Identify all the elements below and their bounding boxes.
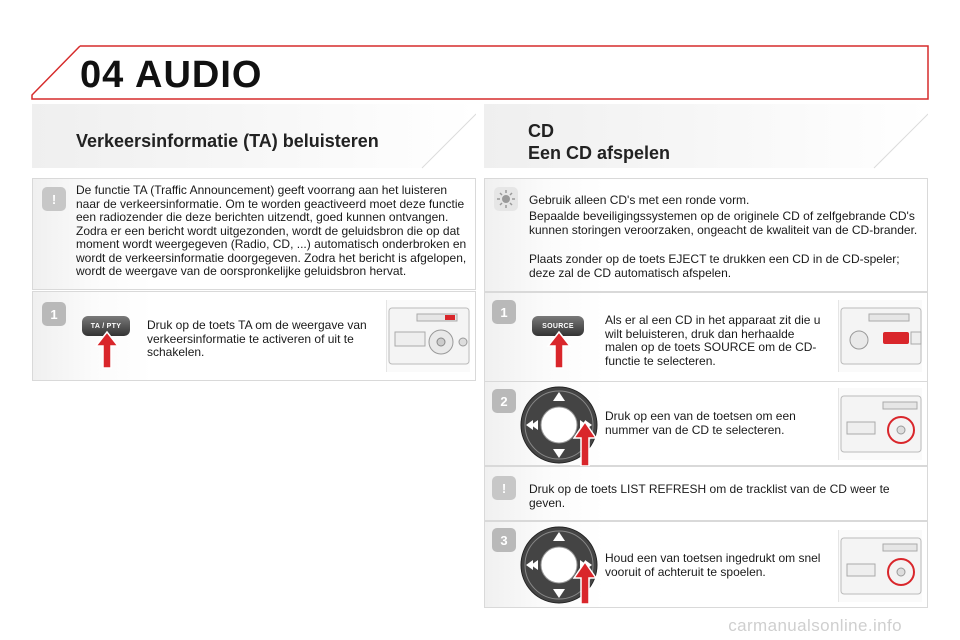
step-3-badge: 3 (492, 528, 516, 552)
radio-unit-icon (387, 300, 471, 372)
left-section-title: Verkeersinformatie (TA) beluisteren (76, 131, 379, 151)
radio-unit-thumbnail (838, 300, 922, 372)
right-section-title-cd: CD (528, 121, 554, 141)
exclamation-icon: ! (42, 187, 66, 211)
source-button[interactable]: SOURCE (532, 316, 584, 336)
right-step2-text: Druk op een van de toetsen om een nummer van de CD te selecteren. (605, 409, 796, 437)
right-section-title-play: Een CD afspelen (528, 143, 671, 163)
left-info-text: De functie TA (Traffic Announcement) geeft voorrang aan het luisteren naar de verkeersinformatie. Om te worden geactiveerd moet deze functie een radiozender die deze berichten uitzendt, goed kunnen ontvangen. Zodra er een bericht wordt uitgezonden, wordt de geluidsbron die op dat moment wordt weergegeven (Radio, CD, ...) automatisch onderbroken en wordt de verkeersinformatie doorgegeven. Zodra het bericht is afgelopen, wordt de weergave van de oorspronkelijke geluidsbron hervat. (76, 183, 467, 278)
up-arrow-icon (572, 420, 598, 468)
sun-bulb-icon (494, 187, 518, 211)
right-step3-text: Houd een van toetsen ingedrukt om snel vooruit of achteruit te spoelen. (605, 551, 821, 579)
left-step1-text: Druk op de toets TA om de weergave van verkeersinformatie te activeren of uit te schakelen. (147, 318, 367, 359)
radio-unit-icon (839, 300, 923, 372)
tip-paragraph-2: Bepaalde beveiligingssystemen op de originele CD of zelfgebrande CD's kunnen storingen veroorzaken, ongeacht de kwaliteit van de CD-brander. (529, 209, 918, 237)
right-note-text: Druk op de toets LIST REFRESH om de tracklist van de CD weer te geven. (529, 482, 890, 510)
radio-unit-thumbnail (838, 388, 922, 460)
radio-unit-icon (839, 530, 923, 602)
tip-paragraph-1: Gebruik alleen CD's met een ronde vorm. (529, 193, 750, 207)
right-step1-text: Als er al een CD in het apparaat zit die u wilt beluisteren, druk dan herhaalde malen op de toets SOURCE om de CD-functie te selecteren. (605, 313, 821, 368)
step-1-badge: 1 (42, 302, 66, 326)
footer-watermark: carmanualsonline.info (728, 616, 902, 635)
exclamation-icon: ! (492, 476, 516, 500)
up-arrow-icon (94, 330, 120, 370)
up-arrow-icon (572, 560, 598, 606)
chapter-title: AUDIO (135, 54, 263, 96)
step-2-badge: 2 (492, 389, 516, 413)
radio-unit-icon (839, 388, 923, 460)
radio-unit-thumbnail (838, 530, 922, 602)
step-1-badge: 1 (492, 300, 516, 324)
up-arrow-icon (546, 330, 572, 370)
chapter-number: 04 (80, 54, 125, 96)
radio-unit-thumbnail (386, 300, 470, 372)
ta-pty-button[interactable]: TA / PTY (82, 316, 130, 336)
tip-paragraph-3: Plaats zonder op de toets EJECT te drukken een CD in de CD-speler; deze zal de CD automatisch afspelen. (529, 252, 900, 280)
